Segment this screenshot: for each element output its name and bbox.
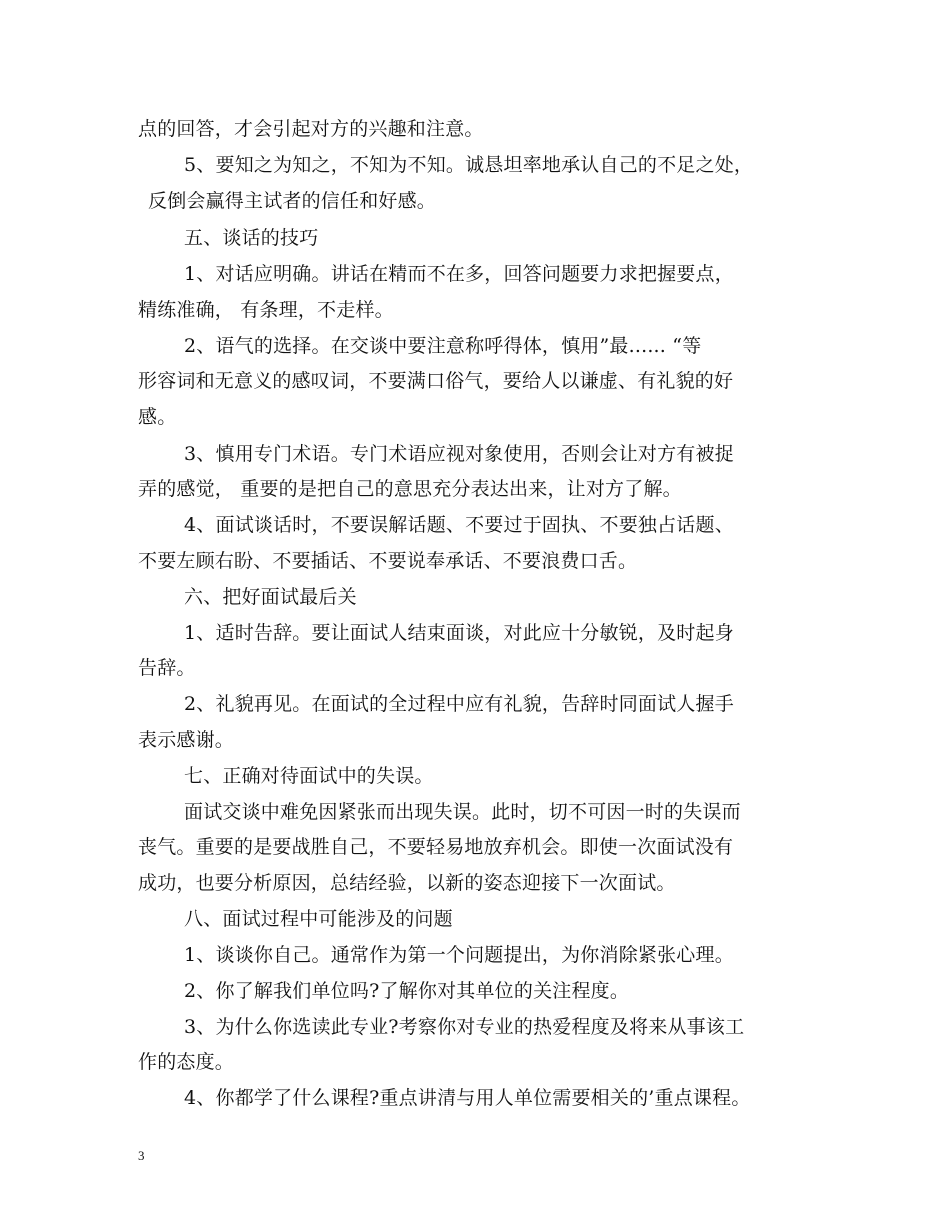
page-number: 3: [138, 1148, 145, 1163]
section-heading: 五、谈话的技巧: [184, 227, 319, 249]
section-heading: 六、把好面试最后关: [184, 586, 357, 608]
text-line: 点的回答，才会引起对方的兴趣和注意。: [138, 118, 484, 140]
text-line: 弄的感觉， 重要的是把自己的意思充分表达出来，让对方了解。: [138, 478, 682, 500]
text-line: 感。: [138, 406, 177, 428]
section-heading: 七、正确对待面试中的失误。: [184, 765, 434, 787]
text-line: 作的态度。: [138, 1051, 235, 1073]
text-line: 3、为什么你选读此专业?考察你对专业的热爱程度及将来从事该工: [184, 1016, 745, 1038]
text-line: 表示感谢。: [138, 729, 235, 751]
text-line: 形容词和无意义的感叹词，不要满口俗气，要给人以谦虚、有礼貌的好: [138, 370, 734, 392]
text-line: 丧气。重要的是要战胜自己，不要轻易地放弃机会。即使一次面试没有: [138, 836, 734, 858]
text-line: 不要左顾右盼、不要插话、不要说奉承话、不要浪费口舌。: [138, 550, 638, 572]
text-line: 3、慎用专门术语。专门术语应视对象使用，否则会让对方有被捉: [184, 443, 734, 465]
text-line: 告辞。: [138, 657, 196, 679]
section-heading: 八、面试过程中可能涉及的问题: [184, 908, 453, 930]
text-line: 4、面试谈话时，不要误解话题、不要过于固执、不要独占话题、: [184, 514, 734, 536]
text-line: 5、要知之为知之，不知为不知。诚恳坦率地承认自己的不足之处，: [184, 154, 754, 176]
text-line: 1、谈谈你自己。通常作为第一个问题提出，为你消除紧张心理。: [184, 944, 734, 966]
text-line: 反倒会赢得主试者的信任和好感。: [148, 190, 437, 212]
text-line: 2、你了解我们单位吗?了解你对其单位的关注程度。: [184, 980, 630, 1002]
text-line: 2、礼貌再见。在面试的全过程中应有礼貌，告辞时同面试人握手: [184, 693, 734, 715]
text-line: 1、对话应明确。讲话在精而不在多，回答问题要力求把握要点，: [184, 263, 734, 285]
text-line: 1、适时告辞。要让面试人结束面谈，对此应十分敏锐，及时起身: [184, 622, 734, 644]
text-line: 面试交谈中难免因紧张而出现失误。此时，切不可因一时的失误而: [184, 801, 741, 823]
text-line: 精练准确， 有条理，不走样。: [138, 299, 394, 321]
text-line: 4、你都学了什么课程?重点讲清与用人单位需要相关的’重点课程。: [184, 1087, 751, 1109]
text-line: 成功，也要分析原因，总结经验，以新的姿态迎接下一次面试。: [138, 872, 676, 894]
text-line: 2、语气的选择。在交谈中要注意称呼得体，慎用”最...... “等: [184, 335, 702, 357]
